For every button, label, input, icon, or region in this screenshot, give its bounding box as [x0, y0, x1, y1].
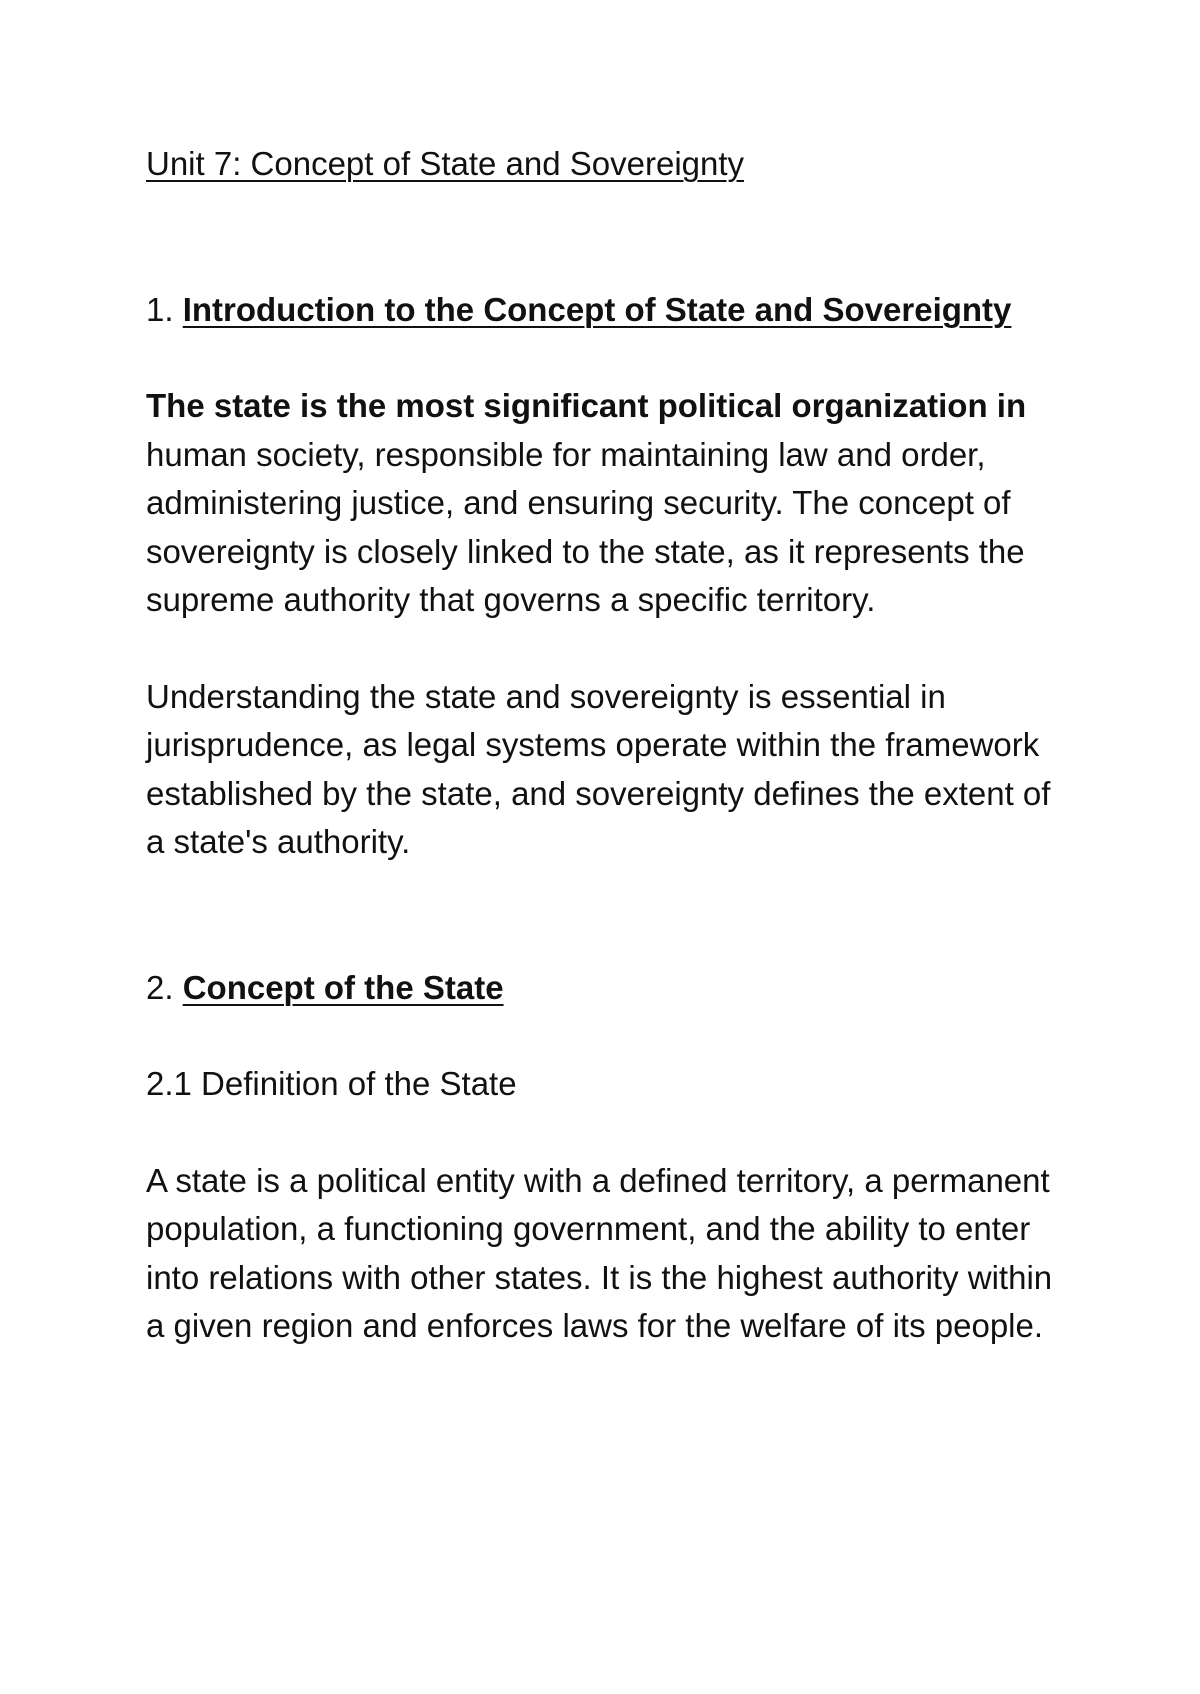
- document-content: [146, 140, 1066, 1351]
- section-1-paragraph-1-text: human society, responsible for maintaining law and order, administering justice, and ensuring security. The concept of sovereignty is closely linked to the state, as it represents the supreme authority that governs a specific territory.: [146, 435, 1025, 618]
- section-2-1-heading: 2.1 Definition of the State: [146, 1065, 517, 1102]
- section-1-paragraph-1-bold: The state is the most significant political organization in: [146, 387, 1027, 424]
- section-1-number: 1.: [146, 290, 183, 328]
- section-2-number: 2.: [146, 968, 183, 1006]
- section-1-paragraph-1: [146, 382, 1066, 625]
- section-1-title: Introduction to the Concept of State and Sovereignty: [182, 290, 1012, 328]
- spacer: [146, 189, 1066, 286]
- section-2-paragraph-1: A state is a political entity with a defined territory, a permanent population, a functioning government, and the ability to enter into relations with other states. It is the highest authority within a given region and enforces laws for the welfare of its people.: [146, 1161, 1053, 1344]
- spacer: [146, 334, 1066, 382]
- spacer: [146, 867, 1066, 964]
- spacer: [146, 1109, 1066, 1157]
- spacer: [146, 1012, 1066, 1060]
- spacer: [146, 625, 1066, 673]
- document-title: Unit 7: Concept of State and Sovereignty: [146, 145, 745, 182]
- section-1-paragraph-2: Understanding the state and sovereignty is essential in jurisprudence, as legal systems operate within the framework established by the state, and sovereignty defines the extent of a state's authority.: [146, 677, 1051, 860]
- section-2-title: Concept of the State: [182, 968, 504, 1006]
- section-2-heading: [146, 964, 1066, 1013]
- section-1-heading: [146, 286, 1066, 335]
